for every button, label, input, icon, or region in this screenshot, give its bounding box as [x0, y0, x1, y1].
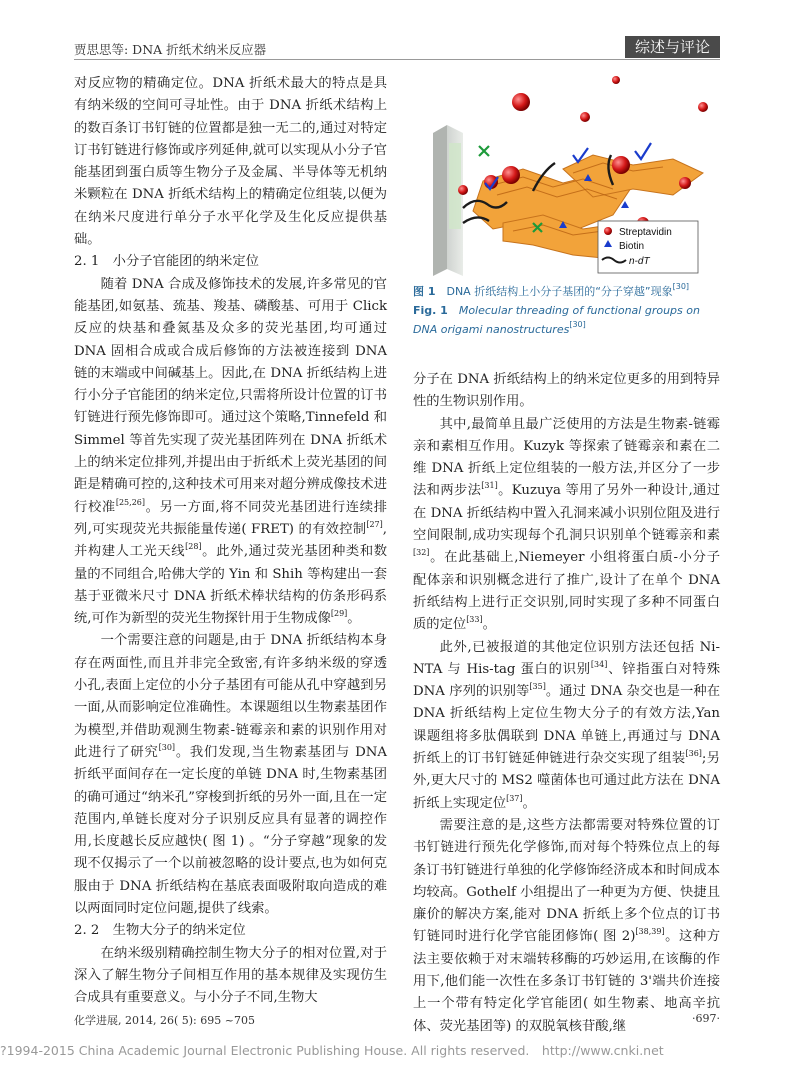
citation[interactable]: [30] — [158, 742, 176, 752]
running-header — [74, 36, 720, 60]
citation[interactable]: [25,26] — [115, 497, 145, 507]
citation[interactable]: [32] — [413, 548, 430, 558]
substrate-plate — [433, 125, 447, 276]
figure-1-illustration — [413, 73, 720, 276]
page-number: ·697· — [692, 1012, 720, 1025]
citation[interactable]: [30] — [672, 282, 690, 291]
citation[interactable]: [28] — [185, 542, 202, 552]
paragraph: 对反应物的精确定位。DNA 折纸术最大的特点是具有纳米级的空间可寻址性。由于 DNA 折纸术结构上的数百条订书钉链的位置都是独一无二的,通过对特定订书钉链进行修饰或序列延伸,就可以实现从小分子官能基团到蛋白质等生物分子及金属、半导体等无机纳米颗粒在 DNA 折纸术结构上的精确定位组装,以便为在纳米尺度进行单分子水平化学及生化反应提供基础。 — [74, 76, 387, 248]
paragraph: 分子在 DNA 折纸结构上的纳米定位更多的用到特异性的生物识别作用。 — [413, 372, 720, 410]
legend-biotin-label: Biotin — [619, 241, 645, 252]
citation[interactable]: [31] — [481, 481, 498, 491]
legend-ndt-label: n-dT — [629, 256, 650, 267]
citation[interactable]: [30] — [569, 320, 586, 329]
caption-en: Fig. 1 Molecular threading of functional groups on DNA origami nanostructures[30] — [413, 304, 700, 336]
paragraph: 需要注意的是,这些方法都需要对特殊位置的订书钉链进行预先化学修饰,而对每个特殊位点上的每条订书钉链进行单独的化学修饰经济成本和时间成本均较高。Gothelf 小组提出了一种更为方便、快捷且廉价的解决方案,能对 DNA 折纸上多个位点的订书钉链同时进行化学官能团修饰( 图 2)[38,39]。这种方法主要依赖于对末端转移酶的巧妙运用,在该酶的作用下,他们能一次性在多条订书钉链的 3'端共价连接上一个带有特定化学官能团( 如生物素、地高辛抗体、荧光基团等) 的双脱氧核苷酸,继 — [413, 817, 721, 1034]
paragraph: 一个需要注意的问题是,由于 DNA 折纸结构本身存在两面性,而且并非完全致密,有许多纳米级的穿透小孔,表面上定位的小分子基团有可能从孔中穿越到另一面,从而影响定位准确性。本课题组以生物素基团作为模型,并借助观测生物素-链霉亲和素的识别作用对此进行了研究[30]。我们发现,当生物素基团与 DNA 折纸平面间存在一定长度的单链 DNA 时,生物素基团的确可通过“纳米孔”穿梭到折纸的另外一面,且在一定范围内,单链长度对分子识别反应具有显著的调控作用,长度越长反应越快( 图 1) 。“分子穿越”现象的发现不仅揭示了一个以前被忽略的设计要点,也为如何克服由于 DNA 折纸结构在基底表面吸附取向造成的难以两面同时定位问题,提供了线索。 — [74, 633, 387, 916]
citation[interactable]: [36] — [685, 749, 702, 759]
figure-1 — [413, 73, 720, 276]
paragraph: 随着 DNA 合成及修饰技术的发展,许多常见的官能基团,如氨基、巯基、羧基、磷酸基、可用于 Click 反应的炔基和叠氮基及众多的荧光基团,均可通过 DNA 固相合成或合成后修饰的方法被连接到 DNA 链的末端或中间碱基上。因此,在 DNA 折纸结构上进行小分子官能团的纳米定位,只需将所设计位置的订书钉链进行预先修饰即可。通过这个策略,Tinnefeld 和 Simmel 等首先实现了荧光基团阵列在 DNA 折纸术上的纳米定位排列,并提出由于折纸术上荧光基团的间距是精确可控的,这种技术可用来对超分辨成像技术进行校准[25,26]。另一方面,将不同荧光基团进行连续排列,可实现荧光共振能量传递( FRET) 的有效控制[27],并构建人工光天线[28]。此外,通过荧光基团种类和数量的不同组合,哈佛大学的 Yin 和 Shih 等构建出一套基于亚微米尺寸 DNA 折纸术棒状结构的仿条形码系统,可作为新型的荧光生物探针用于生物成像[29]。 — [74, 276, 388, 627]
citation[interactable]: [34] — [590, 659, 608, 669]
caption-zh: 图 1 DNA 折纸结构上小分子基团的“分子穿越”现象[30] — [413, 282, 690, 298]
header-rule — [74, 59, 720, 60]
copyright-notice: ?1994-2015 China Academic Journal Electronic Publishing House. All rights reserved. http://www.cnki.net — [0, 1043, 664, 1058]
citation[interactable]: [33] — [466, 615, 483, 625]
journal-citation: 化学进展, 2014, 26( 5): 695 ~705 — [74, 1014, 255, 1027]
paragraph: 在纳米级别精确控制生物大分子的相对位置,对于深入了解生物分子间相互作用的基本规律及实现仿生合成具有重要意义。与小分子不同,生物大 — [74, 945, 387, 1006]
paragraph: 其中,最简单且最广泛使用的方法是生物素-链霉亲和素相互作用。Kuzyk 等探索了链霉亲和素在二维 DNA 折纸上定位组装的一般方法,并区分了一步法和两步法[31]。Kuzuya 等用了另外一种设计,通过在 DNA 折纸结构中置入孔洞来减小识别位阻及进行空间限制,成功实现每个孔洞只识别单个链霉亲和素[32]。在此基础上,Niemeyer 小组将蛋白质-小分子配体亲和识别概念进行了推广,设计了在单个 DNA 折纸结构上进行正交识别,同时实现了多种不同蛋白质的定位[33]。 — [413, 416, 721, 633]
figure-1-caption — [413, 282, 720, 339]
citation[interactable]: [38,39] — [635, 927, 665, 937]
legend-streptavidin-label: Streptavidin — [619, 227, 672, 238]
left-column — [74, 73, 387, 1009]
paragraph: 此外,已被报道的其他定位识别方法还包括 Ni-NTA 与 His-tag 蛋白的识别[34]、锌指蛋白对特殊 DNA 序列的识别等[35]。通过 DNA 杂交也是一种在 DNA 折纸结构上定位生物大分子的有效方法,Yan 课题组将多肽偶联到 DNA 单链上,再通过与 DNA 折纸上的订书钉链延伸链进行杂交实现了组装[36];另外,更大尺寸的 MS2 噬菌体也可通过此方法在 DNA 折纸上实现定位[37]。 — [413, 639, 721, 811]
citation[interactable]: [35] — [529, 682, 546, 692]
citation[interactable]: [27] — [366, 519, 383, 529]
header-section-badge: 综述与评论 — [625, 36, 720, 58]
section-heading-2-2: 2. 2 生物大分子的纳米定位 — [74, 923, 246, 939]
right-column — [413, 369, 720, 1038]
header-authors-title: 贾思思等: DNA 折纸术纳米反应器 — [74, 42, 267, 57]
citation[interactable]: [29] — [330, 609, 348, 619]
section-heading-2-1: 2. 1 小分子官能团的纳米定位 — [74, 254, 259, 270]
citation[interactable]: [37] — [506, 793, 523, 803]
